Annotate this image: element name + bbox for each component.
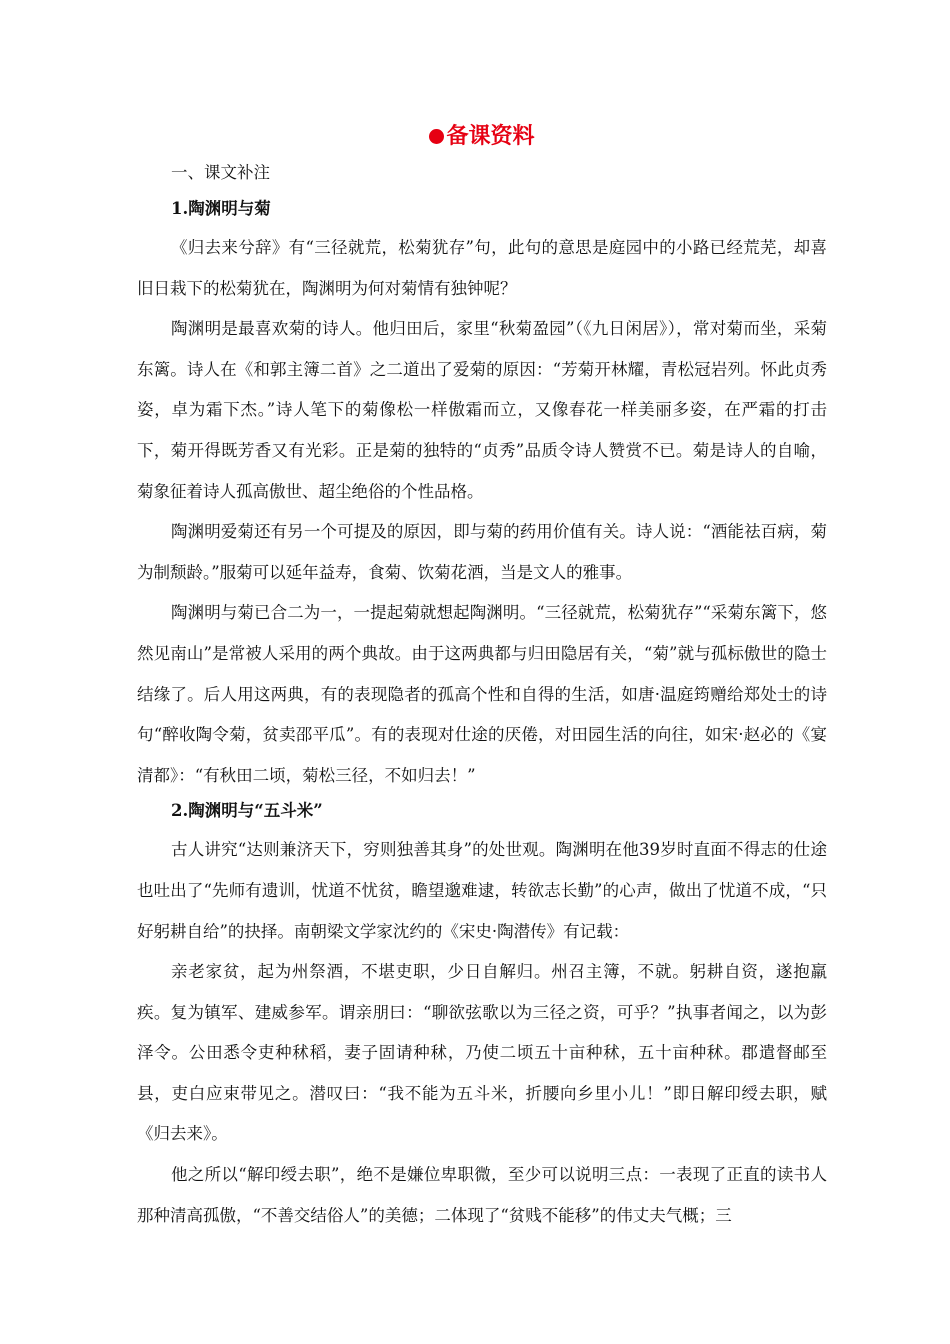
paragraph: 亲老家贫，起为州祭酒，不堪吏职，少日自解归。州召主簿，不就。躬耕自资，遂抱羸疾。复为镇军、建威参军。谓亲朋曰：“聊欲弦歌以为三径之资，可乎？”执事者闻之，以为彭泽令。公田悉令吏种秫稻，妻子固请种秫，乃使二顷五十亩种秫，五十亩种秫。郡遣督邮至县，吏白应束带见之。潜叹曰：“我不能为五斗米，折腰向乡里小儿！”即日解印绶去职，赋《归去来》。: [137, 962, 827, 1144]
section-heading: 一、课文补注: [171, 163, 270, 182]
paragraph: 陶渊明与菊已合二为一，一提起菊就想起陶渊明。“三径就荒，松菊犹存”“采菊东篱下，悠然见南山”是常被人采用的两个典故。由于这两典都与归田隐居有关，“菊”就与孤标傲世的隐士结缘了。后人用这两典，有的表现隐者的孤高个性和自得的生活，如唐·温庭筠赠给郑处士的诗句“醉收陶令菊，贫卖邵平瓜”。有的表现对仕途的厌倦，对田园生活的向往，如宋·赵必的《宴清都》：“有秋田二顷，菊松三径，不如归去！”: [137, 603, 827, 785]
paragraph: 他之所以“解印绶去职”，绝不是嫌位卑职微，至少可以说明三点：一表现了正直的读书人那种清高孤傲，“不善交结俗人”的美德；二体现了“贫贱不能移”的伟丈夫气概；三: [137, 1165, 827, 1225]
paragraph: 陶渊明是最喜欢菊的诗人。他归田后，家里“秋菊盈园”（《九日闲居》），常对菊而坐，采菊东篱。诗人在《和郭主簿二首》之二道出了爱菊的原因：“芳菊开林耀，青松冠岩列。怀此贞秀姿，卓为霜下杰。”诗人笔下的菊像松一样傲霜而立，又像春花一样美丽多姿，在严霜的打击下，菊开得既芳香又有光彩。正是菊的独特的“贞秀”品质令诗人赞赏不已。菊是诗人的自喻，菊象征着诗人孤高傲世、超尘绝俗的个性品格。: [137, 319, 827, 501]
paragraph: 古人讲究“达则兼济天下，穷则独善其身”的处世观。陶渊明在他39岁时直面不得志的仕途也吐出了“先师有遗训，忧道不忧贫，瞻望邈难逮，转欲志长勤”的心声，做出了忧道不成，“只好躬耕自给”的抉择。南朝梁文学家沈约的《宋史·陶潜传》有记载：: [137, 840, 827, 941]
subheading-tao-and-five-dou-rice: 2.陶渊明与“五斗米”: [171, 801, 323, 821]
page-title: [137, 120, 827, 152]
red-bullet-icon: [429, 129, 444, 144]
paragraph: 《归去来兮辞》有“三径就荒，松菊犹存”句，此句的意思是庭园中的小路已经荒芜，却喜旧日栽下的松菊犹在，陶渊明为何对菊情有独钟呢？: [137, 238, 827, 298]
subheading-tao-and-chrysanthemum: 1.陶渊明与菊: [171, 199, 271, 218]
page-title-text: 备课资料: [446, 123, 535, 149]
paragraph: 陶渊明爱菊还有另一个可提及的原因，即与菊的药用价值有关。诗人说：“酒能祛百病，菊为制颓龄。”服菊可以延年益寿，食菊、饮菊花酒，当是文人的雅事。: [137, 522, 827, 582]
document-body: [137, 120, 827, 1236]
